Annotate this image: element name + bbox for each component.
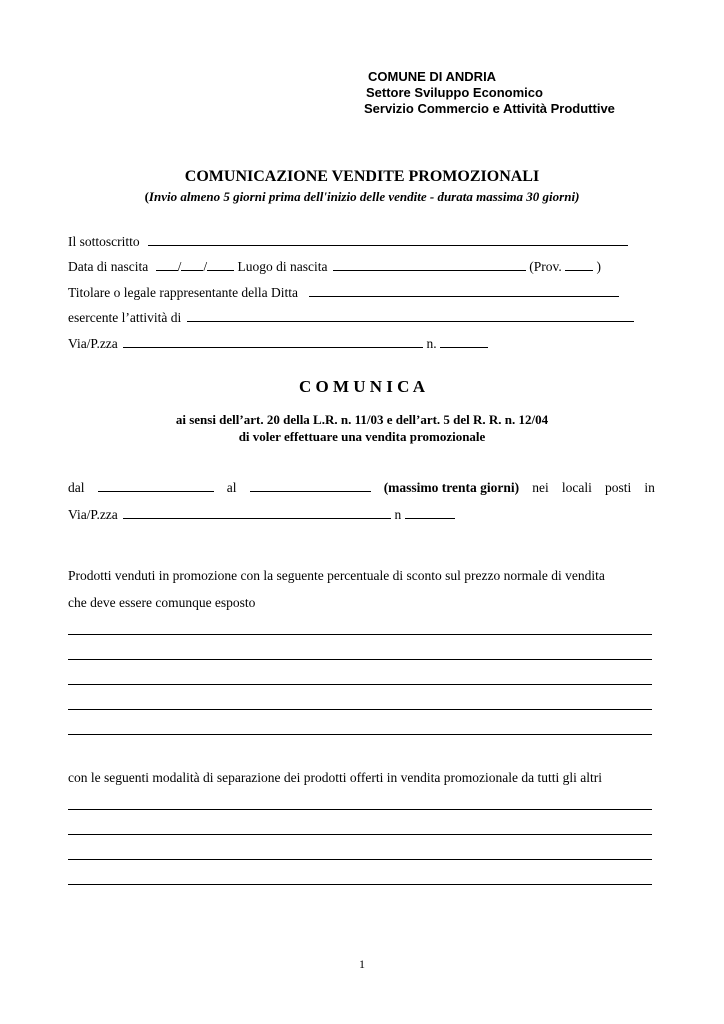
location-via-field[interactable] <box>123 506 391 519</box>
birth-line <box>68 258 601 275</box>
birth-date-label: Data di nascita <box>68 259 149 274</box>
products-answer-line[interactable] <box>68 734 652 735</box>
dal-date-field[interactable] <box>98 479 214 492</box>
sottoscritto-line <box>68 233 628 250</box>
esercente-label: esercente l’attività di <box>68 310 182 325</box>
prov-field[interactable] <box>565 258 593 271</box>
birth-month-field[interactable] <box>181 258 203 271</box>
sottoscritto-field[interactable] <box>148 233 628 246</box>
promotion-intent: di voler effettuare una vendita promozionale <box>238 429 486 444</box>
birth-year-field[interactable] <box>207 258 234 271</box>
esercente-line <box>68 309 634 326</box>
period-line <box>68 479 655 496</box>
al-label: al <box>226 480 237 495</box>
posti-word: posti <box>605 480 632 495</box>
in-word: in <box>644 480 655 495</box>
birth-place-label: Luogo di nascita <box>237 259 328 274</box>
legal-reference: ai sensi dell’art. 20 della L.R. n. 11/03 e dell’art. 5 del R. R. n. 12/04 <box>175 412 549 427</box>
birth-place-field[interactable] <box>333 258 526 271</box>
products-text-1: Prodotti venduti in promozione con la seguente percentuale di sconto sul prezzo normale di vendita <box>68 568 605 583</box>
location-number-field[interactable] <box>405 506 455 519</box>
comunica-heading: C O M U N I C A <box>298 377 426 396</box>
birth-day-field[interactable] <box>156 258 178 271</box>
titolare-label: Titolare o legale rappresentante della Ditta <box>68 285 299 300</box>
locali-word: locali <box>561 480 592 495</box>
number-field[interactable] <box>440 335 488 348</box>
separation-answer-line[interactable] <box>68 809 652 810</box>
dal-label: dal <box>68 480 85 495</box>
al-date-field[interactable] <box>250 479 371 492</box>
page-title: COMUNICAZIONE VENDITE PROMOZIONALI <box>184 168 540 185</box>
via-field[interactable] <box>123 335 423 348</box>
products-answer-line[interactable] <box>68 684 652 685</box>
address-line <box>68 335 488 352</box>
page-subtitle <box>0 189 724 205</box>
products-text-2: che deve essere comunque esposto <box>68 595 256 610</box>
page-number: 1 <box>359 957 365 971</box>
sottoscritto-label: Il sottoscritto <box>68 234 140 249</box>
prov-label: (Prov. <box>529 259 562 274</box>
prov-close: ) <box>596 259 601 274</box>
subtitle-text: Invio almeno 5 giorni prima dell'inizio delle vendite - durata massima 30 giorni) <box>148 189 580 204</box>
header-municipality: COMUNE DI ANDRIA <box>368 69 497 84</box>
date-separator: / <box>177 259 182 274</box>
via-label: Via/P.zza <box>68 336 118 351</box>
products-answer-line[interactable] <box>68 709 652 710</box>
subtitle-open-paren: ( <box>144 189 149 204</box>
separation-answer-line[interactable] <box>68 884 652 885</box>
location-line <box>68 506 455 523</box>
location-via-label: Via/P.zza <box>68 507 118 522</box>
titolare-line <box>68 284 619 301</box>
location-number-label: n <box>394 507 402 522</box>
max-days-note: (massimo trenta giorni) <box>383 480 520 495</box>
separation-text: con le seguenti modalità di separazione dei prodotti offerti in vendita promozionale da tutti gli altri <box>68 770 602 785</box>
separation-answer-line[interactable] <box>68 834 652 835</box>
separation-answer-line[interactable] <box>68 859 652 860</box>
header-sector: Settore Sviluppo Economico <box>366 85 543 100</box>
products-answer-line[interactable] <box>68 634 652 635</box>
header-service: Servizio Commercio e Attività Produttive <box>364 101 615 116</box>
esercente-field[interactable] <box>187 309 634 322</box>
nei-word: nei <box>532 480 549 495</box>
number-label: n. <box>426 336 437 351</box>
date-separator: / <box>203 259 208 274</box>
titolare-field[interactable] <box>309 284 619 297</box>
products-answer-line[interactable] <box>68 659 652 660</box>
